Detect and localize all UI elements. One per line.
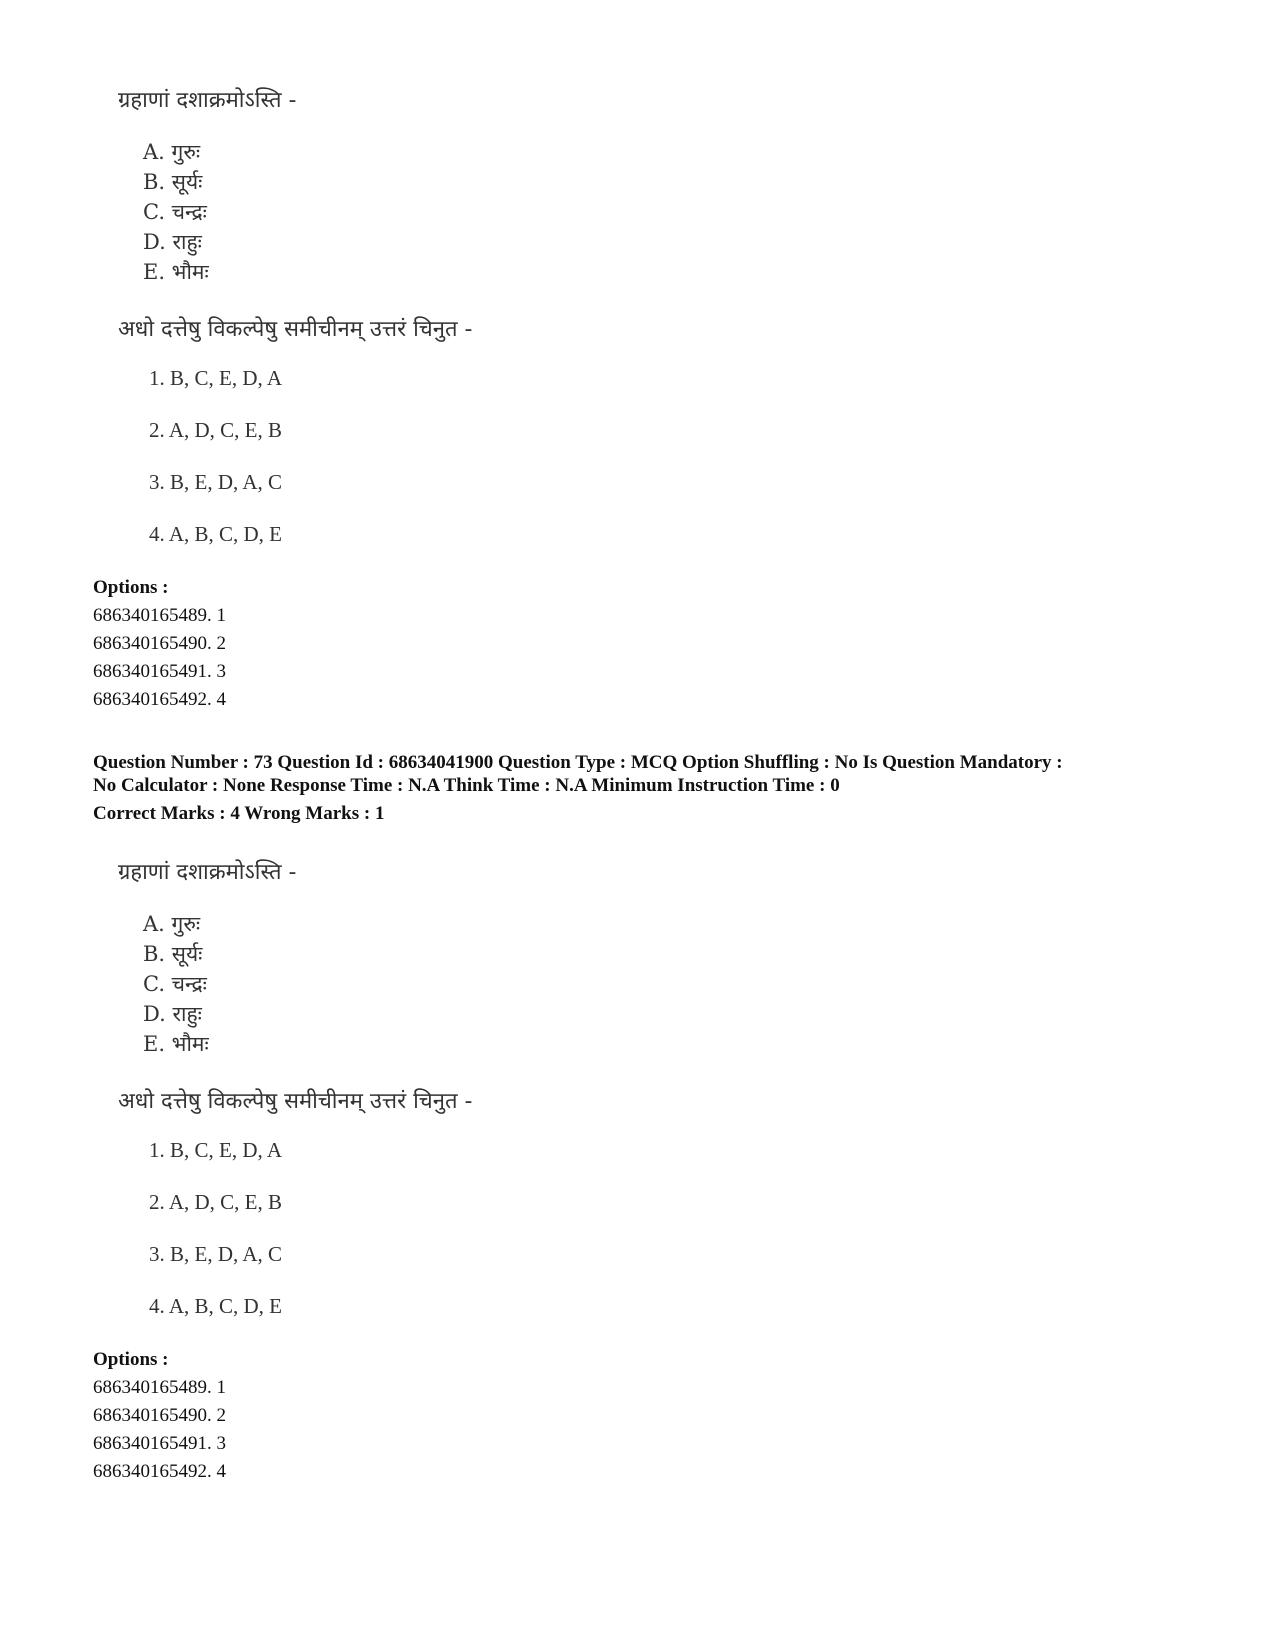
answer-choice: 2. A, D, C, E, B	[149, 418, 283, 442]
option-line: 686340165490. 2	[93, 633, 226, 654]
question-instruction: अधो दत्तेषु विकल्पेषु समीचीनम् उत्तरं चिनुत -	[118, 317, 473, 342]
list-item: A. गुरुः	[143, 140, 201, 164]
answer-choice: 4. A, B, C, D, E	[149, 522, 283, 546]
list-item: C. चन्द्रः	[143, 972, 207, 996]
answer-choice: 1. B, C, E, D, A	[149, 366, 283, 390]
options-heading: Options :	[93, 1349, 169, 1370]
list-item: A. गुरुः	[143, 912, 201, 936]
list-item: E. भौमः	[143, 260, 209, 284]
list-item: D. राहुः	[143, 230, 202, 254]
list-item: B. सूर्यः	[143, 170, 203, 194]
list-item: D. राहुः	[143, 1002, 202, 1026]
answer-choice: 3. B, E, D, A, C	[149, 1242, 283, 1266]
list-item: B. सूर्यः	[143, 942, 203, 966]
answer-choice: 2. A, D, C, E, B	[149, 1190, 283, 1214]
option-line: 686340165491. 3	[93, 661, 226, 682]
question-meta-line-1: Question Number : 73 Question Id : 68634041900 Question Type : MCQ Option Shuffling : No Is Question Mandatory :	[93, 752, 1063, 773]
option-line: 686340165489. 1	[93, 605, 226, 626]
question-stem: ग्रहाणां दशाक्रमोऽस्ति -	[118, 860, 297, 885]
option-line: 686340165491. 3	[93, 1433, 226, 1454]
question-instruction: अधो दत्तेषु विकल्पेषु समीचीनम् उत्तरं चिनुत -	[118, 1089, 473, 1114]
option-line: 686340165492. 4	[93, 1461, 226, 1482]
option-line: 686340165489. 1	[93, 1377, 226, 1398]
options-heading: Options :	[93, 577, 169, 598]
question-stem: ग्रहाणां दशाक्रमोऽस्ति -	[118, 88, 297, 113]
question-meta-line-2: No Calculator : None Response Time : N.A Think Time : N.A Minimum Instruction Time : 0	[93, 775, 840, 796]
list-item: E. भौमः	[143, 1032, 209, 1056]
answer-choice: 4. A, B, C, D, E	[149, 1294, 283, 1318]
list-item: C. चन्द्रः	[143, 200, 207, 224]
answer-choice: 3. B, E, D, A, C	[149, 470, 283, 494]
answer-choice: 1. B, C, E, D, A	[149, 1138, 283, 1162]
question-marks: Correct Marks : 4 Wrong Marks : 1	[93, 803, 385, 824]
option-line: 686340165492. 4	[93, 689, 226, 710]
option-line: 686340165490. 2	[93, 1405, 226, 1426]
